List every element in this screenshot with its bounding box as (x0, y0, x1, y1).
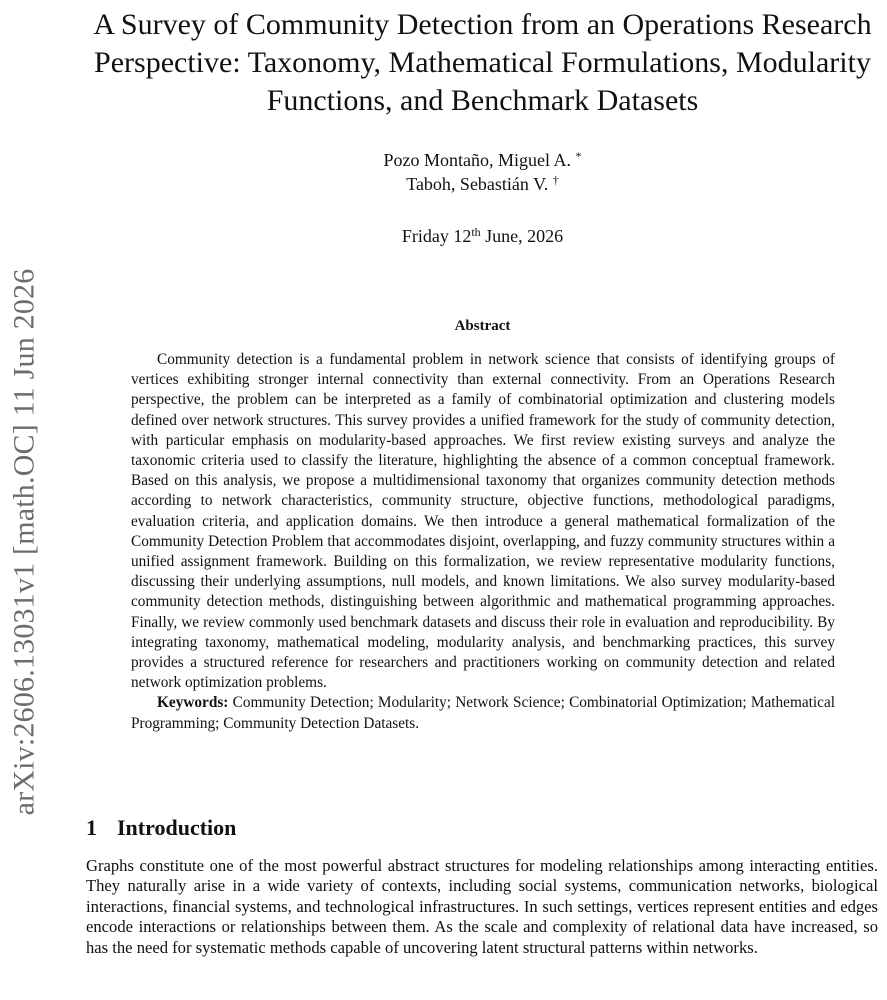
abstract-heading: Abstract (454, 318, 511, 334)
author-2-name: Taboh, Sebastián V. (406, 174, 549, 194)
date-prefix: Friday 12 (401, 226, 472, 246)
keywords-text: Community Detection; Modularity; Network Science; Combinatorial Optimization; Mathematical Programming; Community Detection Datasets. (131, 694, 835, 732)
date-ordinal: th (471, 225, 481, 239)
date-suffix: June, 2026 (480, 226, 564, 246)
author-2 (90, 172, 875, 196)
section-number: 1 (86, 815, 97, 840)
arxiv-identifier-text: arXiv:2606.13031v1 [math.OC] 11 Jun 2026 (7, 268, 40, 816)
section-heading (86, 815, 236, 841)
keywords-label: Keywords: (157, 694, 229, 712)
keywords-line (131, 693, 835, 733)
author-list (90, 148, 875, 196)
section-title: Introduction (117, 815, 237, 840)
author-1-footnote-mark[interactable]: * (575, 149, 582, 163)
author-2-footnote-mark[interactable]: † (552, 173, 559, 187)
publication-date (90, 224, 875, 248)
author-1-name: Pozo Montaño, Miguel A. (383, 150, 571, 170)
abstract-block (131, 350, 835, 734)
author-1 (90, 148, 875, 172)
introduction-paragraph: Graphs constitute one of the most powerful abstract structures for modeling relationships among interacting entities. They naturally arise in a wide variety of contexts, including social systems, communication networks, biological interactions, financial systems, and technological infrastructures. In such settings, vertices represent entities and edges encode interactions or relationships between them. As the scale and complexity of relational data have increased, so has the need for systematic methods capable of uncovering latent structural patterns within networks. (86, 856, 878, 957)
abstract-text: Community detection is a fundamental problem in network science that consists of identifying groups of vertices exhibiting stronger internal connectivity than external connectivity. From an Operations Research perspective, the problem can be interpreted as a family of combinatorial optimization and clustering models defined over network structures. This survey provides a unified framework for the study of community detection, with particular emphasis on modularity-based approaches. We first review existing surveys and analyze the taxonomic criteria used to classify the literature, highlighting the absence of a common conceptual framework. Based on this analysis, we propose a multidimensional taxonomy that organizes community detection methods according to network characteristics, community structure, objective functions, methodological paradigms, evaluation criteria, and application domains. We then introduce a general mathematical formalization of the Community Detection Problem that accommodates disjoint, overlapping, and fuzzy community structures within a unified assignment framework. Building on this formalization, we review representative modularity functions, discussing their underlying assumptions, null models, and known limitations. We also survey modularity-based community detection methods, distinguishing between algorithmic and mathematical programming approaches. Finally, we review commonly used benchmark datasets and discuss their role in evaluation and reproducibility. By integrating taxonomy, mathematical modeling, modularity analysis, and benchmarking practices, this survey provides a structured reference for researchers and practitioners working on community detection and related network optimization problems. (131, 351, 835, 692)
arxiv-identifier (2, 236, 46, 848)
paper-title: A Survey of Community Detection from an Operations Research Perspective: Taxonomy, Mathematical Formulations, Modularity Functions, and Benchmark Datasets (93, 8, 872, 117)
